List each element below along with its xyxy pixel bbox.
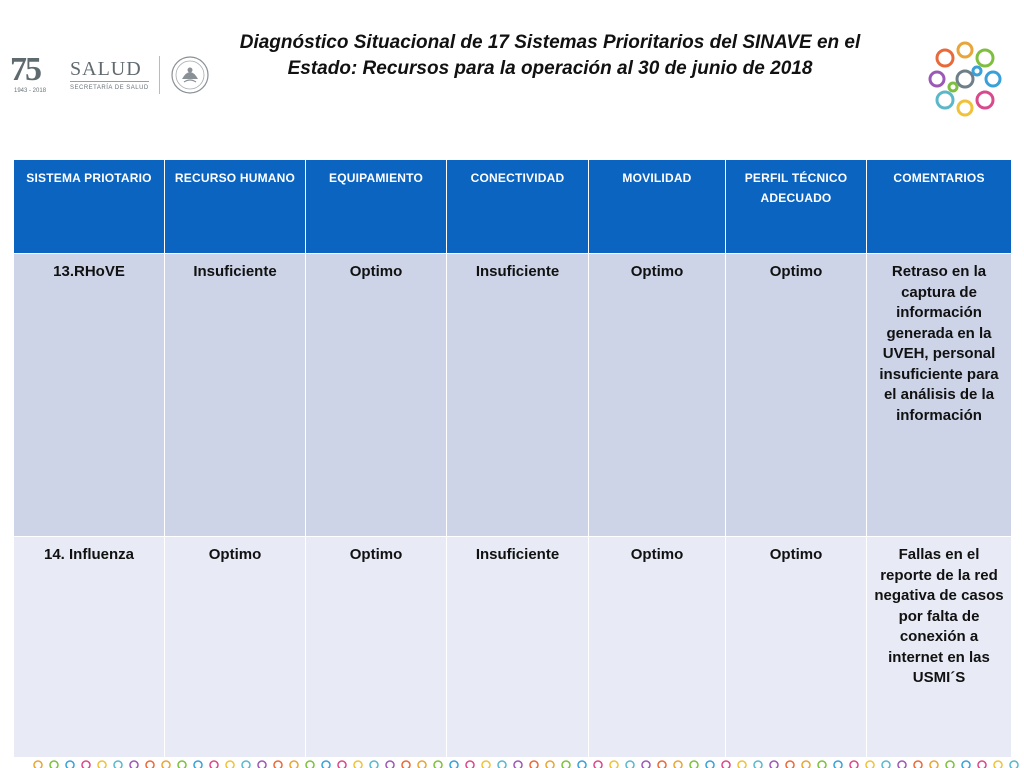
footer-ring xyxy=(146,761,154,768)
table-row xyxy=(14,254,1012,537)
logo-divider xyxy=(159,56,160,94)
cell-recurso-humano: Optimo xyxy=(165,537,306,768)
cell-sistema: 13.RHoVE xyxy=(14,254,165,537)
footer-ring xyxy=(66,761,74,768)
footer-ring xyxy=(242,761,250,768)
cell-movilidad: Optimo xyxy=(589,254,726,537)
footer-ring xyxy=(946,761,954,768)
footer-ring xyxy=(130,761,138,768)
footer-ring xyxy=(82,761,90,768)
footer-ring xyxy=(418,761,426,768)
footer-ring xyxy=(914,761,922,768)
col-header-perfil-tecnico: PERFIL TÉCNICO ADECUADO xyxy=(726,160,867,254)
salud-wordmark xyxy=(70,59,149,91)
anniversary-number: 75 xyxy=(10,51,40,88)
footer-ring xyxy=(322,761,330,768)
footer-ring xyxy=(34,761,42,768)
footer-ring xyxy=(674,761,682,768)
footer-ring xyxy=(706,761,714,768)
decorative-footer-band xyxy=(0,757,1024,768)
page-title xyxy=(210,30,890,82)
cell-comentarios: Fallas en el reporte de la red negativa de casos por falta de conexión a internet en las USMI´S xyxy=(867,537,1012,768)
footer-ring xyxy=(498,761,506,768)
footer-ring xyxy=(690,761,698,768)
footer-ring xyxy=(594,761,602,768)
salud-brand: SALUD xyxy=(70,59,149,82)
col-header-movilidad: MOVILIDAD xyxy=(589,160,726,254)
footer-ring xyxy=(578,761,586,768)
footer-ring xyxy=(754,761,762,768)
title-line-2: Estado: Recursos para la operación al 30 de junio de 2018 xyxy=(287,58,813,79)
footer-ring xyxy=(962,761,970,768)
footer-ring xyxy=(658,761,666,768)
footer-ring xyxy=(562,761,570,768)
footer-ring xyxy=(194,761,202,768)
footer-ring xyxy=(994,761,1002,768)
footer-ring xyxy=(114,761,122,768)
table-header-row xyxy=(14,160,1012,254)
footer-ring xyxy=(866,761,874,768)
cell-equipamiento: Optimo xyxy=(306,537,447,768)
col-header-recurso-humano: RECURSO HUMANO xyxy=(165,160,306,254)
footer-ring xyxy=(98,761,106,768)
anniversary-years: 1943 - 2018 xyxy=(14,88,47,94)
cell-sistema: 14. Influenza xyxy=(14,537,165,768)
col-header-comentarios: COMENTARIOS xyxy=(867,160,1012,254)
col-header-equipamiento: EQUIPAMIENTO xyxy=(306,160,447,254)
col-header-sistema: SISTEMA PRIOTARIO xyxy=(14,160,165,254)
cell-comentarios: Retraso en la captura de información generada en la UVEH, personal insuficiente para el análisis de la información xyxy=(867,254,1012,537)
footer-ring xyxy=(786,761,794,768)
footer-ring xyxy=(882,761,890,768)
footer-ring xyxy=(1010,761,1018,768)
footer-ring xyxy=(162,761,170,768)
sinave-rings-logo-icon xyxy=(924,38,1006,120)
footer-ring xyxy=(450,761,458,768)
footer-ring xyxy=(978,761,986,768)
footer-ring xyxy=(818,761,826,768)
footer-ring xyxy=(466,761,474,768)
cell-perfil: Optimo xyxy=(726,254,867,537)
footer-ring xyxy=(354,761,362,768)
footer-ring xyxy=(482,761,490,768)
footer-ring xyxy=(306,761,314,768)
footer-ring xyxy=(930,761,938,768)
footer-ring xyxy=(386,761,394,768)
footer-ring xyxy=(226,761,234,768)
cell-equipamiento: Optimo xyxy=(306,254,447,537)
footer-ring xyxy=(178,761,186,768)
footer-ring xyxy=(850,761,858,768)
footer-ring xyxy=(514,761,522,768)
footer-ring xyxy=(274,761,282,768)
anniversary-75-logo xyxy=(10,52,56,98)
cell-recurso-humano: Insuficiente xyxy=(165,254,306,537)
footer-pattern-icon xyxy=(0,759,1024,768)
footer-ring xyxy=(610,761,618,768)
salud-logo xyxy=(10,52,210,98)
footer-ring xyxy=(642,761,650,768)
footer-ring xyxy=(546,761,554,768)
footer-ring xyxy=(834,761,842,768)
table-row xyxy=(14,537,1012,768)
footer-ring xyxy=(290,761,298,768)
footer-ring xyxy=(626,761,634,768)
cell-conectividad: Insuficiente xyxy=(447,537,589,768)
cell-perfil: Optimo xyxy=(726,537,867,768)
footer-ring xyxy=(898,761,906,768)
footer-ring xyxy=(50,761,58,768)
cell-movilidad: Optimo xyxy=(589,537,726,768)
footer-ring xyxy=(802,761,810,768)
footer-ring xyxy=(738,761,746,768)
resources-table xyxy=(13,159,1012,768)
footer-ring xyxy=(530,761,538,768)
footer-ring xyxy=(434,761,442,768)
footer-ring xyxy=(770,761,778,768)
footer-ring xyxy=(370,761,378,768)
footer-ring xyxy=(722,761,730,768)
salud-subtitle: SECRETARÍA DE SALUD xyxy=(70,85,149,91)
national-seal-icon xyxy=(170,55,210,95)
footer-ring xyxy=(210,761,218,768)
cell-conectividad: Insuficiente xyxy=(447,254,589,537)
footer-ring xyxy=(258,761,266,768)
footer-ring xyxy=(402,761,410,768)
footer-ring xyxy=(338,761,346,768)
title-line-1: Diagnóstico Situacional de 17 Sistemas Prioritarios del SINAVE en el xyxy=(239,32,861,53)
col-header-conectividad: CONECTIVIDAD xyxy=(447,160,589,254)
page-header xyxy=(0,0,1024,150)
